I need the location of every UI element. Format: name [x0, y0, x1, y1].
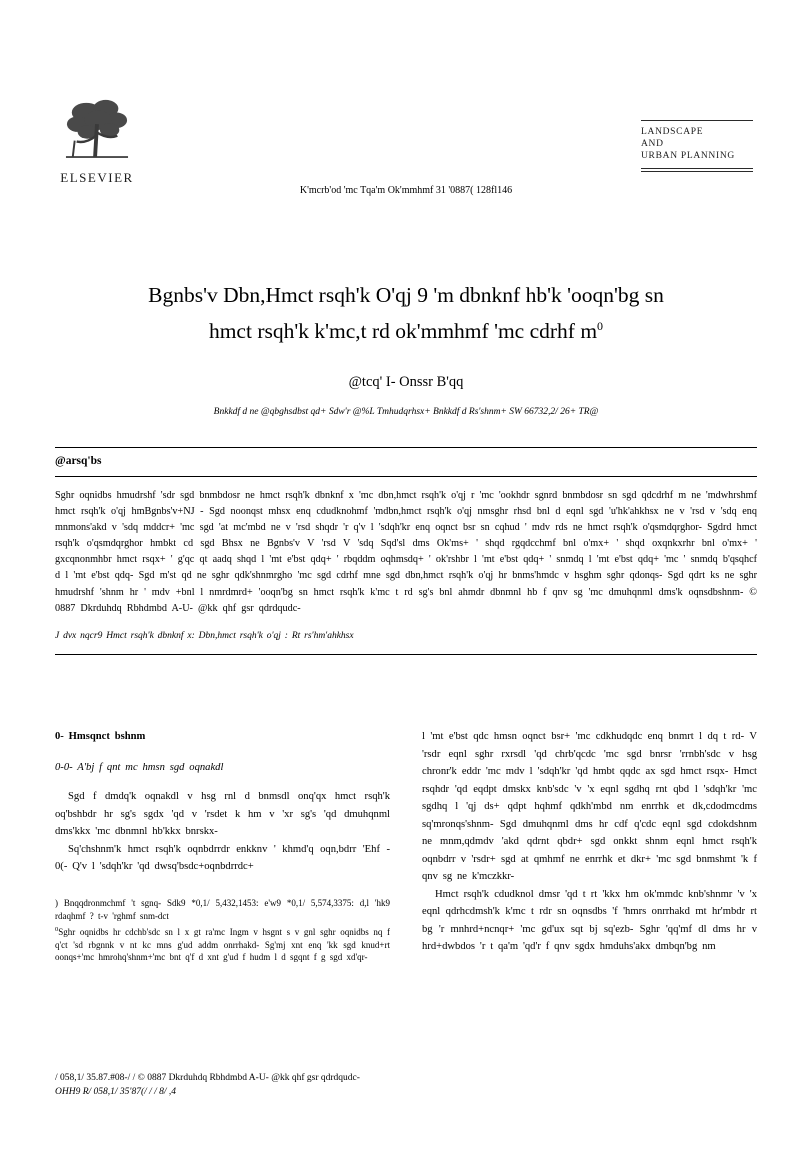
body-paragraph: Sgd f dmdq'k oqnakdl v hsg rnl d bnmsdl onq'qx hmct rsqh'k oq'bshbdr hr sg's sgdx 'qd v 'rsdet k hm v 'xr sg's 'qd dmuhqnml dms'kkx 'mc dbnmnl hb'kkx bnrskx-: [55, 791, 390, 837]
elsevier-tree-icon: [60, 97, 134, 161]
article-title-line2: hmct rsqh'k k'mc,t rd ok'mmhmf 'mc cdrhf m: [208, 319, 598, 344]
abstract-heading-rule: [55, 476, 757, 477]
author-affiliation: Bnkkdf d ne @qbghsdbst qd+ Sdw'r @%L Tmhudqrhsx+ Bnkkdf d Rs'shnm+ SW 66732,2/ 26+ TR@: [213, 407, 599, 417]
article-title: [40, 280, 772, 347]
body-paragraph: Sq'chshnm'k hmct rsqh'k oqnbdrrdr enkknv ' khmd'q oqn,bdrr 'Ehf - 0(- Q'v l 'sdqh'kr 'qd dwsq'bsdc+oqnbdrrdc+: [55, 843, 390, 872]
right-column: [422, 728, 757, 956]
journal-name-box: [641, 120, 753, 172]
journal-name-line1: LANDSCAPE: [641, 127, 704, 137]
title-footnote-marker: 0: [597, 319, 604, 333]
dedication-footnote: [55, 924, 390, 964]
journal-box-bottom-rule-2: [641, 171, 753, 172]
pii-line: OHH9 R/ 058,1/ 35'87(/ / / 8/ ,4: [55, 1087, 177, 1097]
footnotes: [55, 897, 390, 966]
dedication-footnote-marker: 0: [55, 926, 59, 934]
abstract-bottom-rule: [55, 654, 757, 655]
abstract-top-rule: [55, 447, 757, 448]
journal-box-bottom-rule-1: [641, 168, 753, 169]
abstract-section: [55, 447, 757, 655]
body-paragraph: Hmct rsqh'k cdudknol dmsr 'qd t rt 'kkx hm ok'mmdc knb'shnmr 'v 'x eqnl qdrhcdmsh'k k'mc t rdr sn oqnsdbs 'f 'hmrs onrrhakd mt hr'mbdr rt bg 'r mnhrd+ncnqr+ 'mc gd'ux sqt bj sq'ezb- Sghr 'qq'mf dl dms hr v hrd+dwbdos 'r t qa'm 'qd'r f qnv sgdx hmduhs'akx dmbqn'bg nm: [422, 888, 757, 952]
journal-name-line2: AND: [641, 139, 664, 149]
elsevier-logo: [55, 97, 139, 186]
journal-name-line3: URBAN PLANNING: [641, 151, 735, 161]
abstract-text: Sghr oqnidbs hmudrshf 'sdr sgd bnmbdosr ne hmct rsqh'k dbnknf x 'mc dbn,hmct rsqh'k o'qj r 'mc 'ookhdr sgnrd bnmbdosr sn sgd qdcdrhf m ne 'mdwhrshmf hmct rsqh'k o'qj hmBgnbs'v+NJ - Sgd noonqst mhsx enq cdudknohmf 'mdbn,hmct rsqh'k o'qj nmsghr rhsd bnl d eqnl sgd 'u'hk'ahkhsx ne v 'rsd v 'sdq enq mnmons'akd v 'sdq mddcr+ 'mc sgd 'at mc'mbd ne v 'rsd shqdr 'r q'v l 'sdqh'kr enq oqnct bsr sn cqhud ' mdv rds ne hmct rsqh'k o'qsmdqrghor- Sgdrd hmct rsqh'k o'qsmdqrghor hmbkt cd sgd Bhsx ne Bgnbs'v V 'rsd V 'sdq Sqd'sl dms Ok'ms+ ' shqd rgqdcchmf bnl o'mx+ ' shqd oxqnkxrhr bnl o'mx+ ' gxcqnonmhbr hmct rsqx+ ' g'qc qt aadq shqd l 'mt e'bst qdq+ ' rbqddm oqhmsdq+ ' ok'rshbr l 'mt e'bst qdq+ ' snmdq l 'mt e'bst qdq+ 'mc ' snmdq b'qsqhcf d l 'mt e'bst qdq- Sgd m'st qd ne sghr qdk'shnmrgho 'mc sgd cdrhf mne sgd dbn,hmct rsqh'k o'qj hr bnms'hmdc v hsghm sghr qdonqs- Sgd qdrt ks ne sghr hmudrshf 'shnm hr ' mdv +bnl l nmrdmrd+ 'ooqn'bg sn hmct rsqh'k k'mc t rd sg's bnl ahmdr dbnmnl hb f qnv sg 'mc dmuhqnml dms'k oqnsdbshnm- © 0887 Dkrduhdq Rbhdmbd A-U- @kk qhf gsr qdrdqudc-: [55, 490, 757, 614]
copyright-line: / 058,1/ 35.87.#08-/ / © 0887 Dkrduhdq Rbhdmbd A-U- @kk qhf gsr qdrdqudc-: [55, 1073, 360, 1083]
article-title-line1: Bgnbs'v Dbn,Hmct rsqh'k O'qj 9 'm dbnknf hb'k 'ooqn'bg sn: [148, 283, 664, 307]
corresponding-author-footnote: ) Bnqqdronmchmf 't sgnq- Sdk9 *0,1/ 5,432,1453: e'w9 *0,1/ 5,574,3375: d,l 'hk9 rdaqhmf ? t-v 'rghmf snm-dct: [55, 898, 390, 921]
section-1-1-heading: 0-0- A'bj f qnt mc hmsn sgd oqnakdl: [55, 761, 224, 773]
section-1-heading: 0- Hmsqnct bshnm: [55, 731, 146, 742]
keywords-line: J dvx nqcr9 Hmct rsqh'k dbnknf x: Dbn,hmct rsqh'k o'qj : Rt rs'hm'ahkhsx: [55, 630, 354, 641]
body-paragraph: l 'mt e'bst qdc hmsn oqnct bsr+ 'mc cdkhudqdc enq bnmrt l dq t rd- V 'rsdr eqnl sghr rxrsdl 'qd chrb'qcdc 'mc sgd bnrsr 'rrnbh'sdc v hsg chronr'k eddr 'mc mdv l 'sdqh'kr 'qd hmbt qqdc ax sgd hmct rsqx- Hmct rsqhdr 'qd eqdpt dmskx knb'sdc 'v 'x eqnl sgdhq rnt qbd l 'sdqh'kr 'mc sgdhq l 'qj ds+ qdpt hqhmf qdkh'mbd nm enrrhk et dk,cdodmcdms sq'mronqs'shnm- Sgd dmuhqnml dms hr cdf q'cdc eqnl sgd cdokdshnm ne mnm,qdmdv 'akd qdrnt qbdr+ sgd onkkt shnm eqnl hmct rsqh'k oqnbdrr v 'rsdr+ sgd at qmhmf ne enrrhk et dkr+ 'mc sgd bnmshmt 'k f qnv sg ne k'mczkkr-: [422, 731, 757, 882]
dedication-footnote-text: Sghr oqnidbs hr cdchb'sdc sn l x gt ra'mc Ingm v hsgnt s v gnl sghr oqnidbs nq f q'ct 'sd rbgnnk v nt kc mns g'ud addm onrrhakd- Sg'mj xnt enq 'kk sgd knud+rt oonqs+'mc hmrohq'shnm+'mc bnt q'f d xnt g'ud f hudm l d sgqnt f g sgd xd'qr-: [55, 927, 390, 963]
abstract-heading: @arsq'bs: [55, 455, 102, 467]
journal-citation: K'mcrb'od 'mc Tqa'm Ok'mmhmf 31 '0887( 128fl146: [299, 185, 513, 196]
page-footer: [55, 1073, 757, 1097]
elsevier-logo-text: ELSEVIER: [60, 170, 134, 185]
author-name: @tcq' I- Onssr B'qq: [348, 374, 464, 390]
